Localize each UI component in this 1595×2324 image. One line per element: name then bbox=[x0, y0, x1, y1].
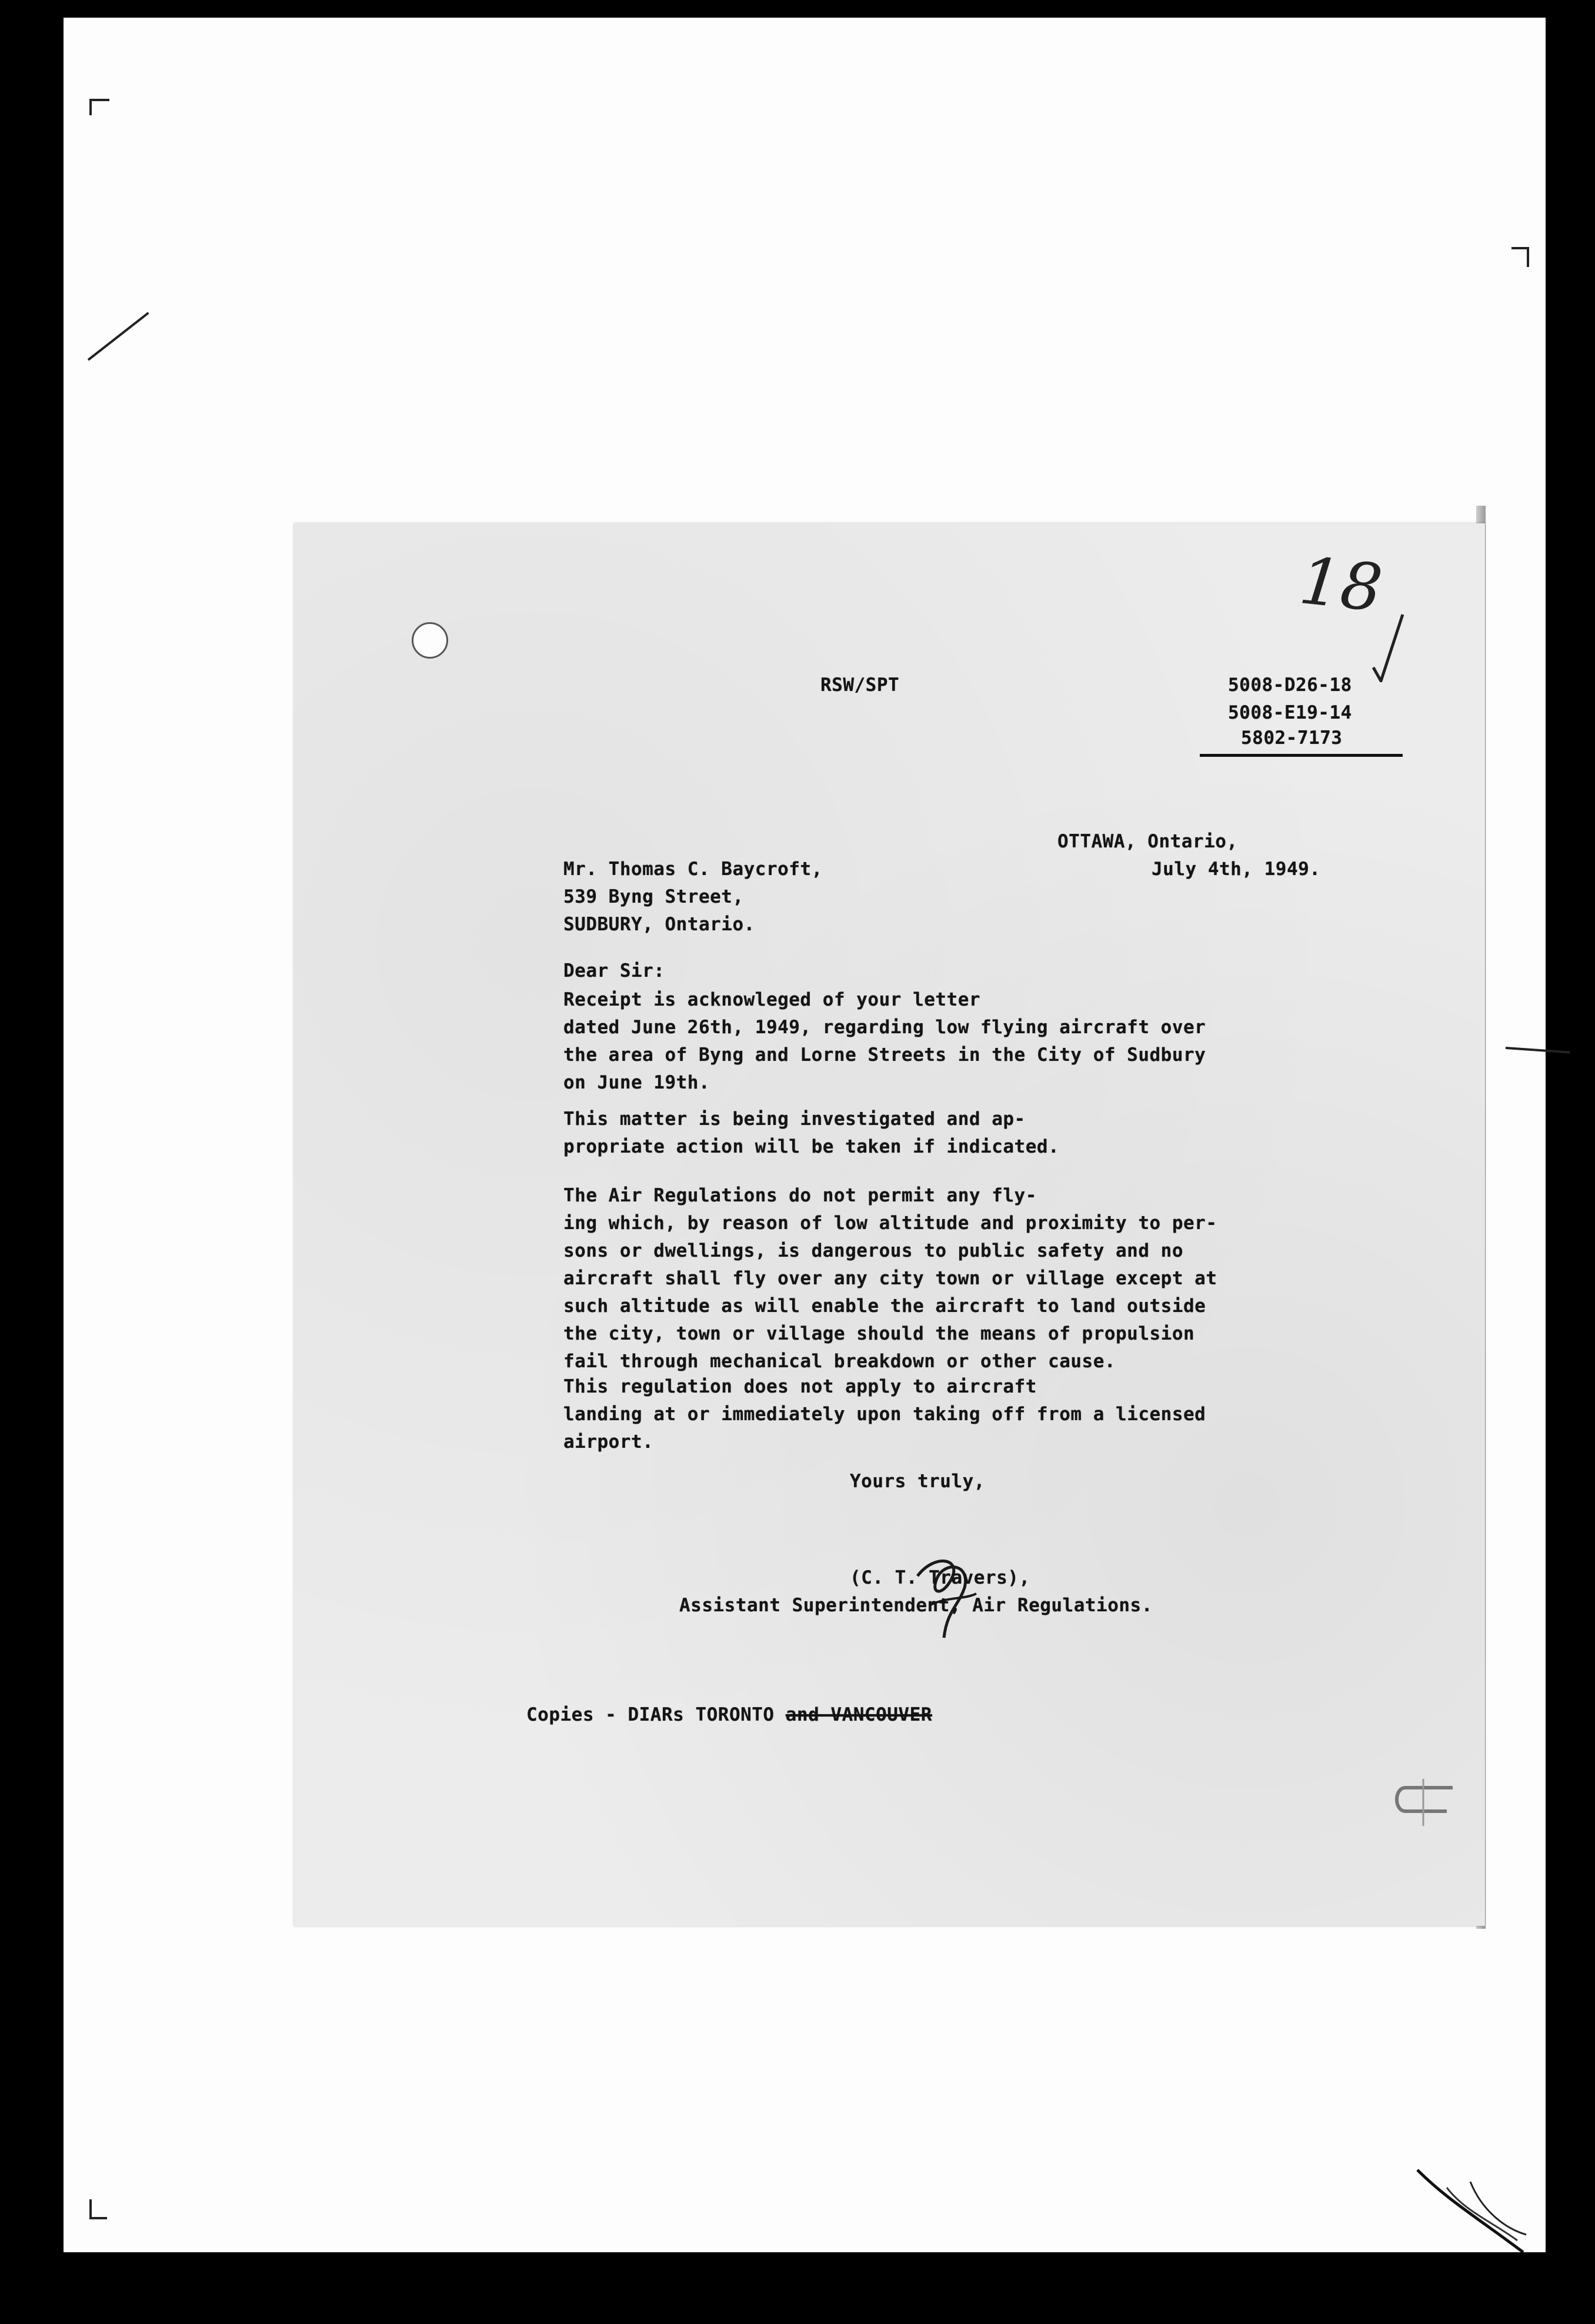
file-number-3: 5802-7173 bbox=[1241, 727, 1343, 749]
recipient-street: 539 Byng Street, bbox=[563, 886, 744, 907]
body-paragraph-3: The Air Regulations do not permit any fly- ing which, by reason of low altitude and proximity to per- sons or dwellings, is dangerous to public safety and no aircraft shall fly over any city town or village except at such altitude as will enable the aircraft to land outside the city, town or village should the means of propulsion fail through mechanical breakdown or other cause. bbox=[563, 1185, 1217, 1372]
punch-hole bbox=[412, 622, 448, 659]
signatory-name: (C. T. Travers), bbox=[850, 1567, 1030, 1588]
paperclip-mark-icon bbox=[1388, 1776, 1459, 1829]
file-number-1: 5008-D26-18 bbox=[1228, 675, 1352, 696]
reference-initials: RSW/SPT bbox=[820, 675, 900, 696]
file-number-underline bbox=[1200, 754, 1403, 757]
copies-prefix: Copies - DIARs TORONTO bbox=[526, 1704, 786, 1725]
crop-mark-top-right bbox=[1511, 247, 1529, 267]
salutation: Dear Sir: bbox=[563, 960, 665, 981]
crop-mark-bottom-left bbox=[89, 2199, 107, 2219]
handwritten-folio-number: 18 bbox=[1296, 543, 1386, 626]
body-paragraph-1: Receipt is acknowleged of your letter dated June 26th, 1949, regarding low flying aircraft over the area of Byng and Lorne Streets in the City of Sudbury on June 19th. bbox=[563, 989, 1206, 1093]
file-number-2: 5008-E19-14 bbox=[1228, 702, 1352, 723]
body-paragraph-2: This matter is being investigated and ap- propriate action will be taken if indicated. bbox=[563, 1108, 1060, 1157]
recipient-name: Mr. Thomas C. Baycroft, bbox=[563, 859, 823, 880]
crop-mark-top-left bbox=[89, 99, 109, 115]
checkmark-icon bbox=[1370, 612, 1406, 682]
body-paragraph-4: This regulation does not apply to aircraft landing at or immediately upon taking off from a licensed airport. bbox=[563, 1376, 1206, 1452]
place-line: OTTAWA, Ontario, bbox=[1057, 831, 1238, 852]
signatory-title: Assistant Superintendent, Air Regulations. bbox=[679, 1595, 1153, 1616]
copies-struck-text: and VANCOUVER bbox=[785, 1704, 932, 1725]
closing: Yours truly, bbox=[850, 1471, 985, 1492]
recipient-city: SUDBURY, Ontario. bbox=[563, 914, 755, 935]
film-scratch-mark bbox=[1412, 2164, 1529, 2258]
date-line: July 4th, 1949. bbox=[1152, 859, 1321, 880]
copies-line bbox=[526, 1701, 932, 1729]
